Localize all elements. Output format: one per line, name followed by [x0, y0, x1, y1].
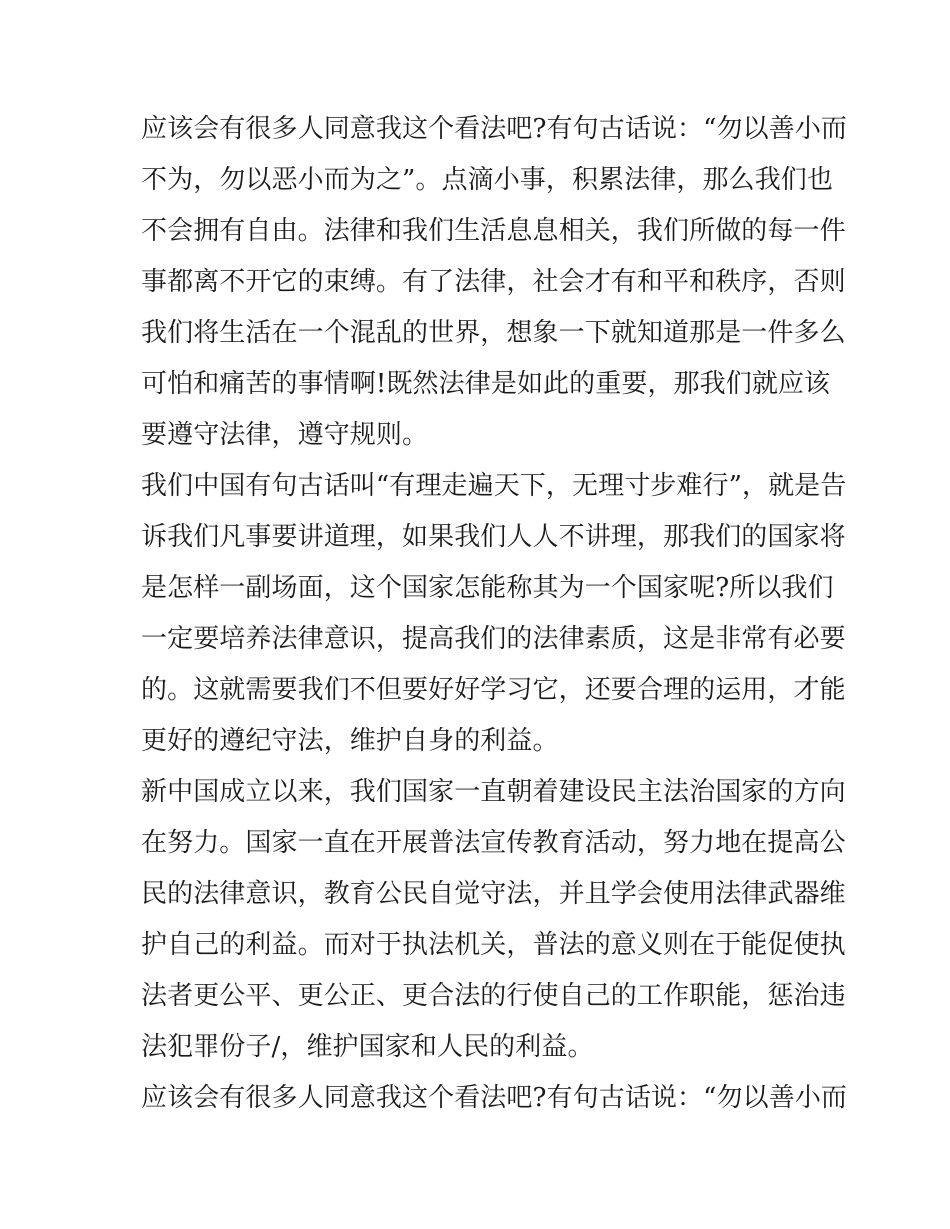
- text-line-16: 民的法律意识，教育公民自觉守法，并且学会使用法律武器维: [141, 879, 846, 909]
- text-line-6: 可怕和痛苦的事情啊!既然法律是如此的重要，那我们就应该: [141, 369, 831, 399]
- text-line-13: 更好的遵纪守法，维护自身的利益。: [141, 726, 559, 756]
- text-line-11: 一定要培养法律意识，提高我们的法律素质，这是非常有必要: [141, 624, 846, 654]
- text-line-1: 应该会有很多人同意我这个看法吧?有句古话说：“勿以善小而: [141, 114, 848, 144]
- text-line-19: 法犯罪份子/，维护国家和人民的利益。: [141, 1032, 594, 1062]
- text-line-17: 护自己的利益。而对于执法机关，普法的意义则在于能促使执: [141, 930, 846, 960]
- text-line-4: 事都离不开它的束缚。有了法律，社会才有和平和秩序，否则: [141, 267, 846, 297]
- text-line-7: 要遵守法律，遵守规则。: [141, 420, 429, 450]
- text-line-9: 诉我们凡事要讲道理，如果我们人人不讲理，那我们的国家将: [141, 522, 846, 552]
- text-line-12: 的。这就需要我们不但要好好学习它，还要合理的运用，才能: [141, 675, 846, 705]
- text-line-5: 我们将生活在一个混乱的世界，想象一下就知道那是一件多么: [141, 318, 846, 348]
- text-line-10: 是怎样一副场面，这个国家怎能称其为一个国家呢?所以我们: [141, 573, 834, 603]
- text-line-3: 不会拥有自由。法律和我们生活息息相关，我们所做的每一件: [141, 216, 846, 246]
- text-line-15: 在努力。国家一直在开展普法宣传教育活动，努力地在提高公: [141, 828, 846, 858]
- text-line-14: 新中国成立以来，我们国家一直朝着建设民主法治国家的方向: [141, 777, 846, 807]
- text-line-18: 法者更公平、更公正、更合法的行使自己的工作职能，惩治违: [141, 981, 846, 1011]
- text-line-2: 不为，勿以恶小而为之”。点滴小事，积累法律，那么我们也: [141, 165, 833, 195]
- text-line-20: 应该会有很多人同意我这个看法吧?有句古话说：“勿以善小而: [141, 1083, 848, 1113]
- document-body: [141, 104, 848, 1124]
- text-line-8: 我们中国有句古话叫“有理走遍天下，无理寸步难行”，就是告: [141, 471, 847, 501]
